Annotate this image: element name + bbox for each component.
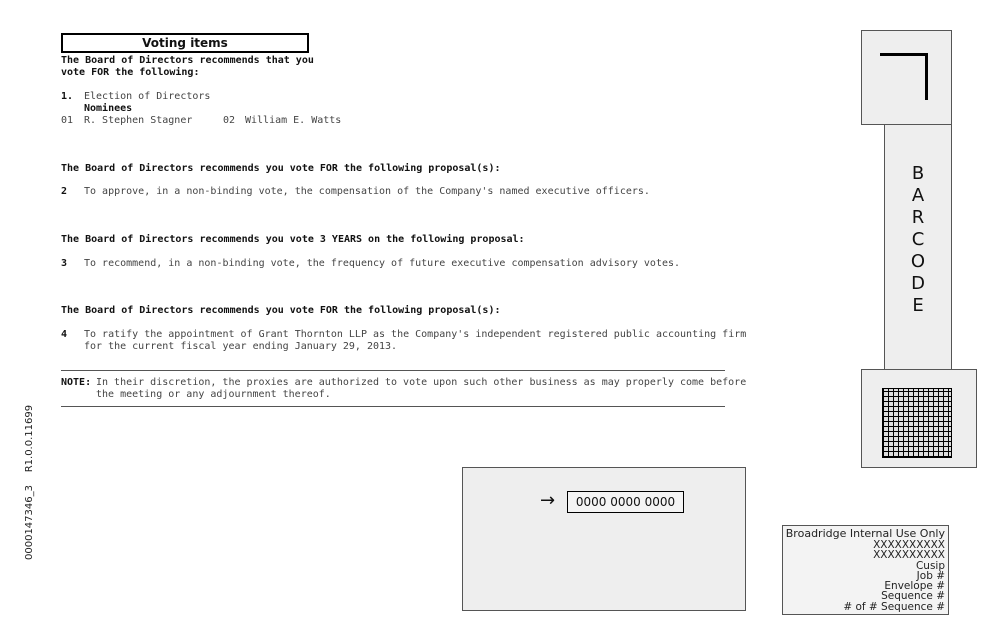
nominee1-name: R. Stephen Stagner (84, 115, 193, 126)
barcode-label (885, 163, 951, 317)
control-number: 0000 0000 0000 (567, 491, 684, 513)
barcode-letter: D (911, 273, 925, 294)
note-top-divider (61, 370, 725, 371)
intro-line-1: The Board of Directors recommends that you (61, 55, 314, 66)
control-number-box (462, 467, 746, 611)
section3-header: The Board of Directors recommends you vote 3 YEARS on the following proposal: (61, 234, 525, 245)
internal-row: Job # (916, 569, 945, 582)
internal-row: # of # Sequence # (843, 600, 945, 613)
note-line-2: the meeting or any adjournment thereof. (96, 389, 331, 400)
section2-header: The Board of Directors recommends you vote FOR the following proposal(s): (61, 163, 501, 174)
note-label: NOTE: (61, 377, 92, 388)
item1-label: Election of Directors (84, 91, 211, 102)
internal-heading: Broadridge Internal Use Only (785, 527, 945, 540)
proposal2-text: To approve, in a non-binding vote, the compensation of the Company's named executive officers. (84, 186, 650, 197)
item1-number: 1. (61, 91, 74, 102)
internal-row: Envelope # (884, 580, 945, 593)
document-side-id: 0000147346_3 R1.0.0.11699 (24, 404, 35, 560)
barcode-corner-box (861, 30, 952, 125)
section4-header: The Board of Directors recommends you vote FOR the following proposal(s): (61, 305, 501, 316)
corner-mark-icon (880, 53, 928, 100)
note-bottom-divider (61, 406, 725, 407)
intro-line-2: vote FOR the following: (61, 67, 200, 78)
barcode-letter: C (911, 229, 925, 250)
proposal4-text-line2: for the current fiscal year ending January 29, 2013. (84, 341, 398, 352)
proposal3-number: 3 (61, 258, 68, 269)
internal-row: XXXXXXXXXX (873, 549, 945, 562)
barcode-letter: E (912, 295, 924, 316)
nominee2-name: William E. Watts (245, 115, 342, 126)
barcode-strip (884, 124, 952, 370)
proposal3-text: To recommend, in a non-binding vote, the frequency of future executive compensation advisory votes. (84, 258, 681, 269)
barcode-letter: B (911, 163, 925, 184)
nominees-label: Nominees (84, 103, 133, 114)
2d-barcode-box (861, 369, 977, 468)
proposal2-number: 2 (61, 186, 68, 197)
barcode-letter: A (911, 185, 925, 206)
internal-row: XXXXXXXXXX (873, 539, 945, 551)
proposal4-number: 4 (61, 329, 68, 340)
internal-row: Sequence # (881, 590, 945, 603)
nominee2-number: 02 (223, 115, 236, 126)
note-line-1: In their discretion, the proxies are authorized to vote upon such other business as may properly come before (96, 377, 747, 388)
proposal4-text-line1: To ratify the appointment of Grant Thornton LLP as the Company's independent registered public accounting firm (84, 329, 747, 340)
broadridge-internal-box (782, 525, 949, 615)
2d-barcode-icon (882, 388, 952, 458)
arrow-right-icon: → (540, 490, 556, 511)
barcode-letter: O (910, 251, 926, 272)
nominee1-number: 01 (61, 115, 74, 126)
internal-row: Cusip (915, 559, 945, 572)
barcode-letter: R (911, 207, 925, 228)
voting-items-title: Voting items (61, 33, 309, 53)
